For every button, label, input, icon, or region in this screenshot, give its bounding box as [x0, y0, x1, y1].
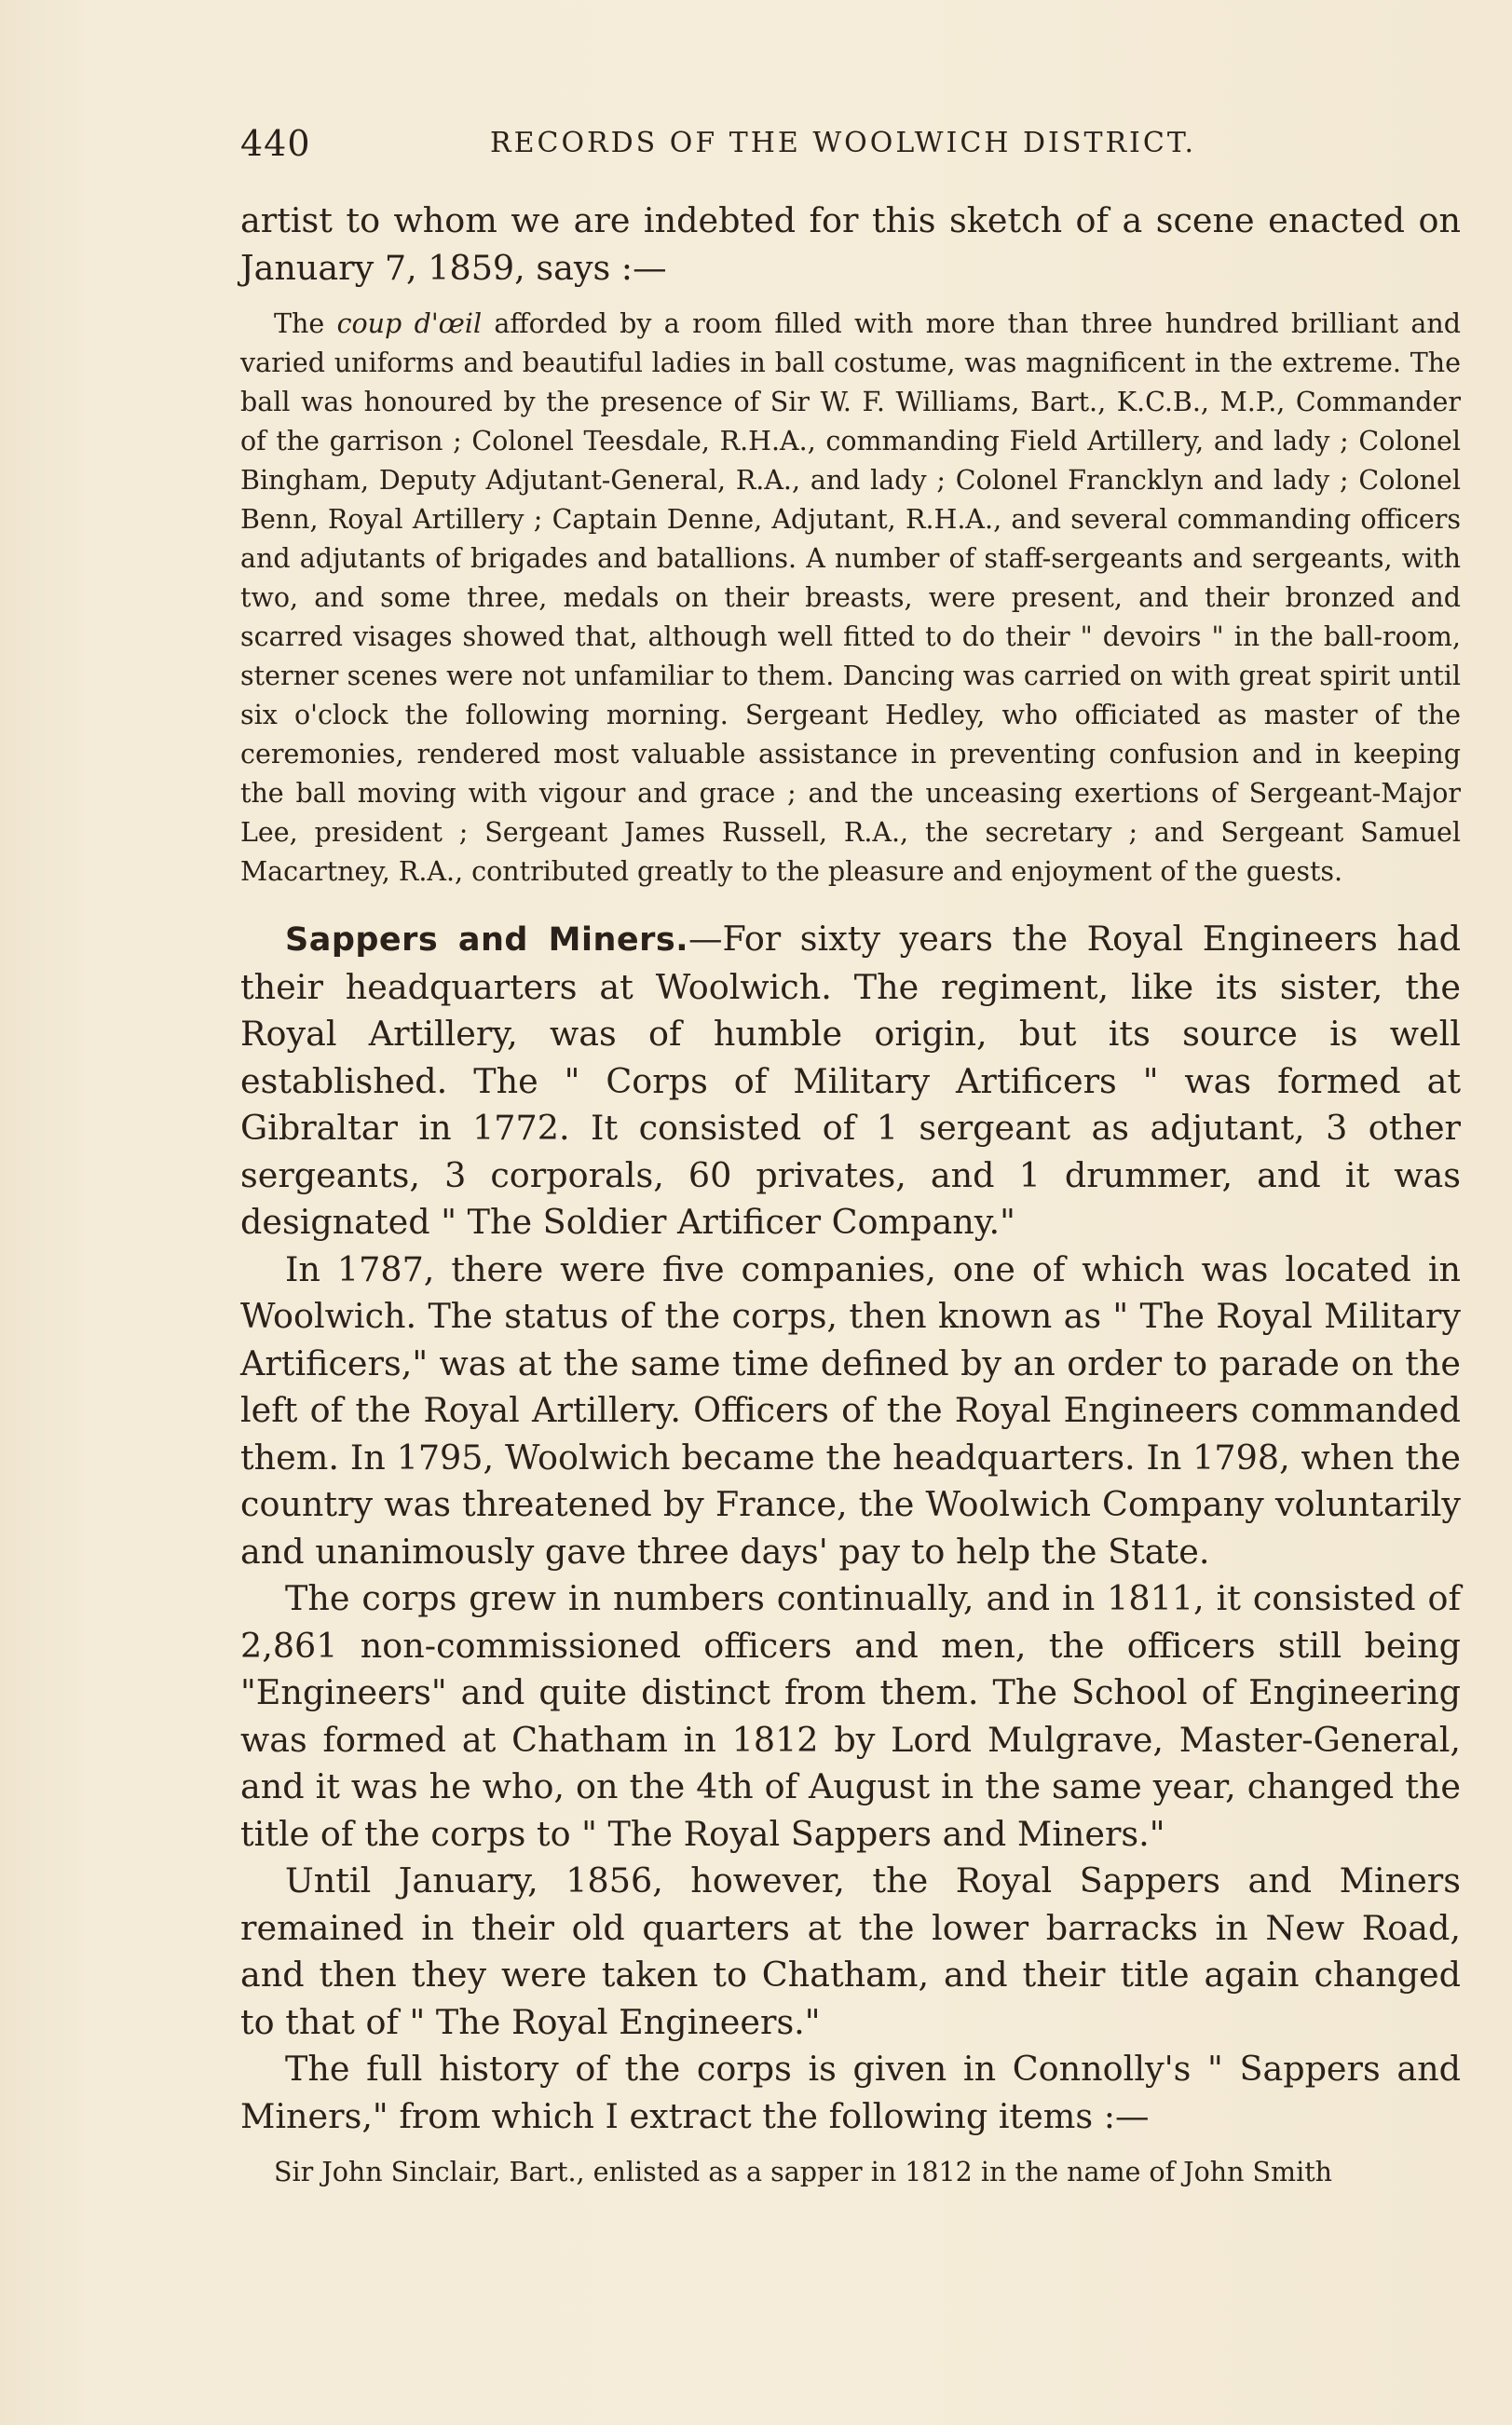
intro-paragraph: artist to whom we are indebted for this sketch of a scene enacted on January 7, 1859, says :—	[240, 200, 1461, 288]
paragraph-1856: Until January, 1856, however, the Royal Sappers and Miners remained in their old quarters at the lower barracks in New Road, and then they were taken to Chatham, and their title again changed to that of " The Royal Engineers."	[240, 1860, 1461, 2042]
paragraph-history: The full history of the corps is given in Connolly's " Sappers and Miners," from which I extract the following items :—	[240, 2049, 1461, 2136]
quote-start: The	[274, 308, 337, 339]
section-text: —For sixty years the Royal Engineers had their headquarters at Woolwich. The regiment, like its sister, the Royal Artillery, was of humble origin, but its source is well established. The " Corps of Military Artificers " was formed at Gibraltar in 1772. It consisted of 1 sergeant as adjutant, 3 other sergeants, 3 corporals, 60 privates, and 1 drummer, and it was designated " The Soldier Artificer Company."	[240, 919, 1461, 1242]
sappers-section-paragraph	[240, 916, 1461, 1247]
quote-rest: afforded by a room filled with more than three hundred brilliant and varied uniforms and beautiful ladies in ball costume, was magnificent in the extreme. The ball was honoured by the presence of Sir W. F. Williams, Bart., K.C.B., M.P., Commander of the garrison ; Colonel Teesdale, R.H.A., commanding Field Artillery, and lady ; Colonel Bingham, Deputy Adjutant-General, R.A., and lady ; Colonel Francklyn and lady ; Colonel Benn, Royal Artillery ; Captain Denne, Adjutant, R.H.A., and several commanding officers and adjutants of brigades and batallions. A number of staff-sergeants and sergeants, with two, and some three, medals on their breasts, were present, and their bronzed and scarred visages showed that, although well fitted to do their " devoirs " in the ball-room, sterner scenes were not unfamiliar to them. Dancing was carried on with great spirit until six o'clock the following morning. Sergeant Hedley, who officiated as master of the ceremonies, rendered most valuable assistance in preventing confusion and in keeping the ball moving with vigour and grace ; and the unceasing exertions of Sergeant-Major Lee, president ; Sergeant James Russell, R.A., the secretary ; and Sergeant Samuel Macartney, R.A., contributed greatly to the pleasure and enjoyment of the guests.	[240, 308, 1461, 887]
running-title: RECORDS OF THE WOOLWICH DISTRICT.	[490, 127, 1196, 159]
paragraph-1811: The corps grew in numbers continually, and in 1811, it consisted of 2,861 non-commissioned officers and men, the officers still being "Engineers" and quite distinct from them. The School of Engineering was formed at Chatham in 1812 by Lord Mulgrave, Master-General, and it was he who, on the 4th of August in the same year, changed the title of the corps to " The Royal Sappers and Miners."	[240, 1578, 1461, 1854]
paragraph-1787: In 1787, there were five companies, one of which was located in Woolwich. The status of the corps, then known as " The Royal Military Artificers," was at the same time defined by an order to parade on the left of the Royal Artillery. Officers of the Royal Engineers commanded them. In 1795, Woolwich became the headquarters. In 1798, when the country was threatened by France, the Woolwich Company voluntarily and unanimously gave three days' pay to help the State.	[240, 1248, 1461, 1572]
sinclair-paragraph: Sir John Sinclair, Bart., enlisted as a sapper in 1812 in the name of John Smith	[274, 2157, 1333, 2187]
page-header	[240, 123, 1461, 170]
page-number: 440	[240, 123, 311, 164]
ball-quote	[240, 305, 1461, 892]
section-heading: Sappers and Miners.	[285, 921, 688, 959]
page-body	[240, 198, 1461, 2192]
quote-italic-phrase: coup d'œil	[336, 308, 483, 339]
